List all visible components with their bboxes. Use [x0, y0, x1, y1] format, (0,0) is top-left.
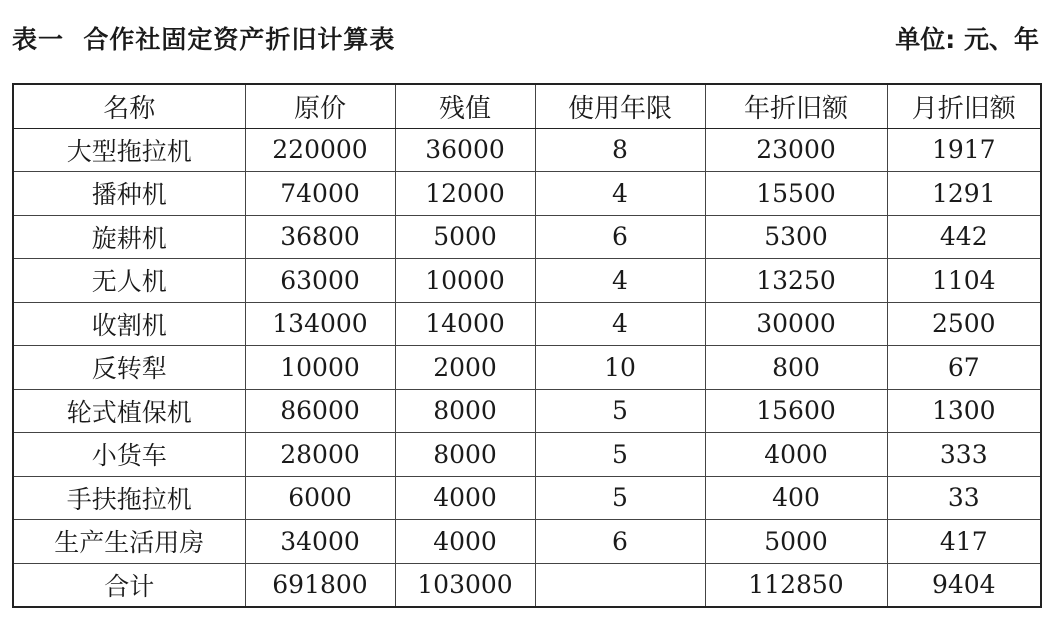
table-total-row: [13, 563, 1041, 607]
column-header-monthly-depreciation: 月折旧额: [887, 84, 1041, 128]
cell-salvage-value: 14000: [395, 302, 535, 346]
cell-original-price: 63000: [245, 259, 395, 303]
cell-annual-depreciation: 30000: [705, 302, 887, 346]
cell-name: 合计: [13, 563, 245, 607]
cell-salvage-value: 2000: [395, 346, 535, 390]
cell-useful-life: 5: [535, 389, 705, 433]
table-row: [13, 346, 1041, 390]
column-header-original-price: 原价: [245, 84, 395, 128]
column-header-salvage-value: 残值: [395, 84, 535, 128]
cell-monthly-depreciation: 1300: [887, 389, 1041, 433]
cell-salvage-value: 12000: [395, 172, 535, 216]
cell-name: 生产生活用房: [13, 520, 245, 564]
cell-salvage-value: 36000: [395, 128, 535, 172]
cell-useful-life: 5: [535, 476, 705, 520]
table-row: [13, 389, 1041, 433]
column-header-useful-life: 使用年限: [535, 84, 705, 128]
cell-useful-life: 4: [535, 259, 705, 303]
cell-annual-depreciation: 23000: [705, 128, 887, 172]
cell-salvage-value: 8000: [395, 433, 535, 477]
cell-original-price: 36800: [245, 215, 395, 259]
table-row: [13, 476, 1041, 520]
cell-useful-life: 6: [535, 520, 705, 564]
column-header-annual-depreciation: 年折旧额: [705, 84, 887, 128]
cell-useful-life: 8: [535, 128, 705, 172]
cell-salvage-value: 4000: [395, 476, 535, 520]
cell-annual-depreciation: 15500: [705, 172, 887, 216]
cell-annual-depreciation: 5000: [705, 520, 887, 564]
unit-label: 单位: 元、年: [895, 25, 1039, 54]
cell-annual-depreciation: 4000: [705, 433, 887, 477]
cell-useful-life: 10: [535, 346, 705, 390]
table-row: [13, 433, 1041, 477]
cell-name: 收割机: [13, 302, 245, 346]
cell-useful-life: 6: [535, 215, 705, 259]
table-row: [13, 259, 1041, 303]
cell-monthly-depreciation: 1104: [887, 259, 1041, 303]
cell-original-price: 28000: [245, 433, 395, 477]
column-header-name: 名称: [13, 84, 245, 128]
table-row: [13, 215, 1041, 259]
cell-annual-depreciation: 112850: [705, 563, 887, 607]
cell-salvage-value: 5000: [395, 215, 535, 259]
cell-name: 无人机: [13, 259, 245, 303]
table-row: [13, 128, 1041, 172]
cell-monthly-depreciation: 2500: [887, 302, 1041, 346]
cell-salvage-value: 4000: [395, 520, 535, 564]
cell-original-price: 220000: [245, 128, 395, 172]
cell-monthly-depreciation: 417: [887, 520, 1041, 564]
cell-monthly-depreciation: 333: [887, 433, 1041, 477]
cell-name: 轮式植保机: [13, 389, 245, 433]
cell-salvage-value: 8000: [395, 389, 535, 433]
cell-annual-depreciation: 5300: [705, 215, 887, 259]
cell-name: 小货车: [13, 433, 245, 477]
cell-original-price: 134000: [245, 302, 395, 346]
cell-annual-depreciation: 400: [705, 476, 887, 520]
depreciation-table: [12, 83, 1042, 608]
cell-useful-life: 4: [535, 172, 705, 216]
cell-name: 旋耕机: [13, 215, 245, 259]
cell-monthly-depreciation: 1917: [887, 128, 1041, 172]
cell-useful-life: 4: [535, 302, 705, 346]
cell-original-price: 691800: [245, 563, 395, 607]
cell-name: 大型拖拉机: [13, 128, 245, 172]
cell-useful-life: [535, 563, 705, 607]
cell-original-price: 74000: [245, 172, 395, 216]
cell-name: 播种机: [13, 172, 245, 216]
cell-salvage-value: 103000: [395, 563, 535, 607]
cell-monthly-depreciation: 33: [887, 476, 1041, 520]
table-row: [13, 172, 1041, 216]
table-row: [13, 520, 1041, 564]
cell-annual-depreciation: 15600: [705, 389, 887, 433]
cell-annual-depreciation: 800: [705, 346, 887, 390]
cell-original-price: 86000: [245, 389, 395, 433]
cell-annual-depreciation: 13250: [705, 259, 887, 303]
cell-salvage-value: 10000: [395, 259, 535, 303]
cell-monthly-depreciation: 9404: [887, 563, 1041, 607]
cell-monthly-depreciation: 1291: [887, 172, 1041, 216]
cell-monthly-depreciation: 442: [887, 215, 1041, 259]
cell-useful-life: 5: [535, 433, 705, 477]
cell-original-price: 34000: [245, 520, 395, 564]
table-title: 表一 合作社固定资产折旧计算表: [12, 25, 396, 54]
cell-original-price: 6000: [245, 476, 395, 520]
cell-name: 手扶拖拉机: [13, 476, 245, 520]
cell-original-price: 10000: [245, 346, 395, 390]
cell-name: 反转犁: [13, 346, 245, 390]
table-header-row: [13, 84, 1041, 128]
cell-monthly-depreciation: 67: [887, 346, 1041, 390]
table-row: [13, 302, 1041, 346]
